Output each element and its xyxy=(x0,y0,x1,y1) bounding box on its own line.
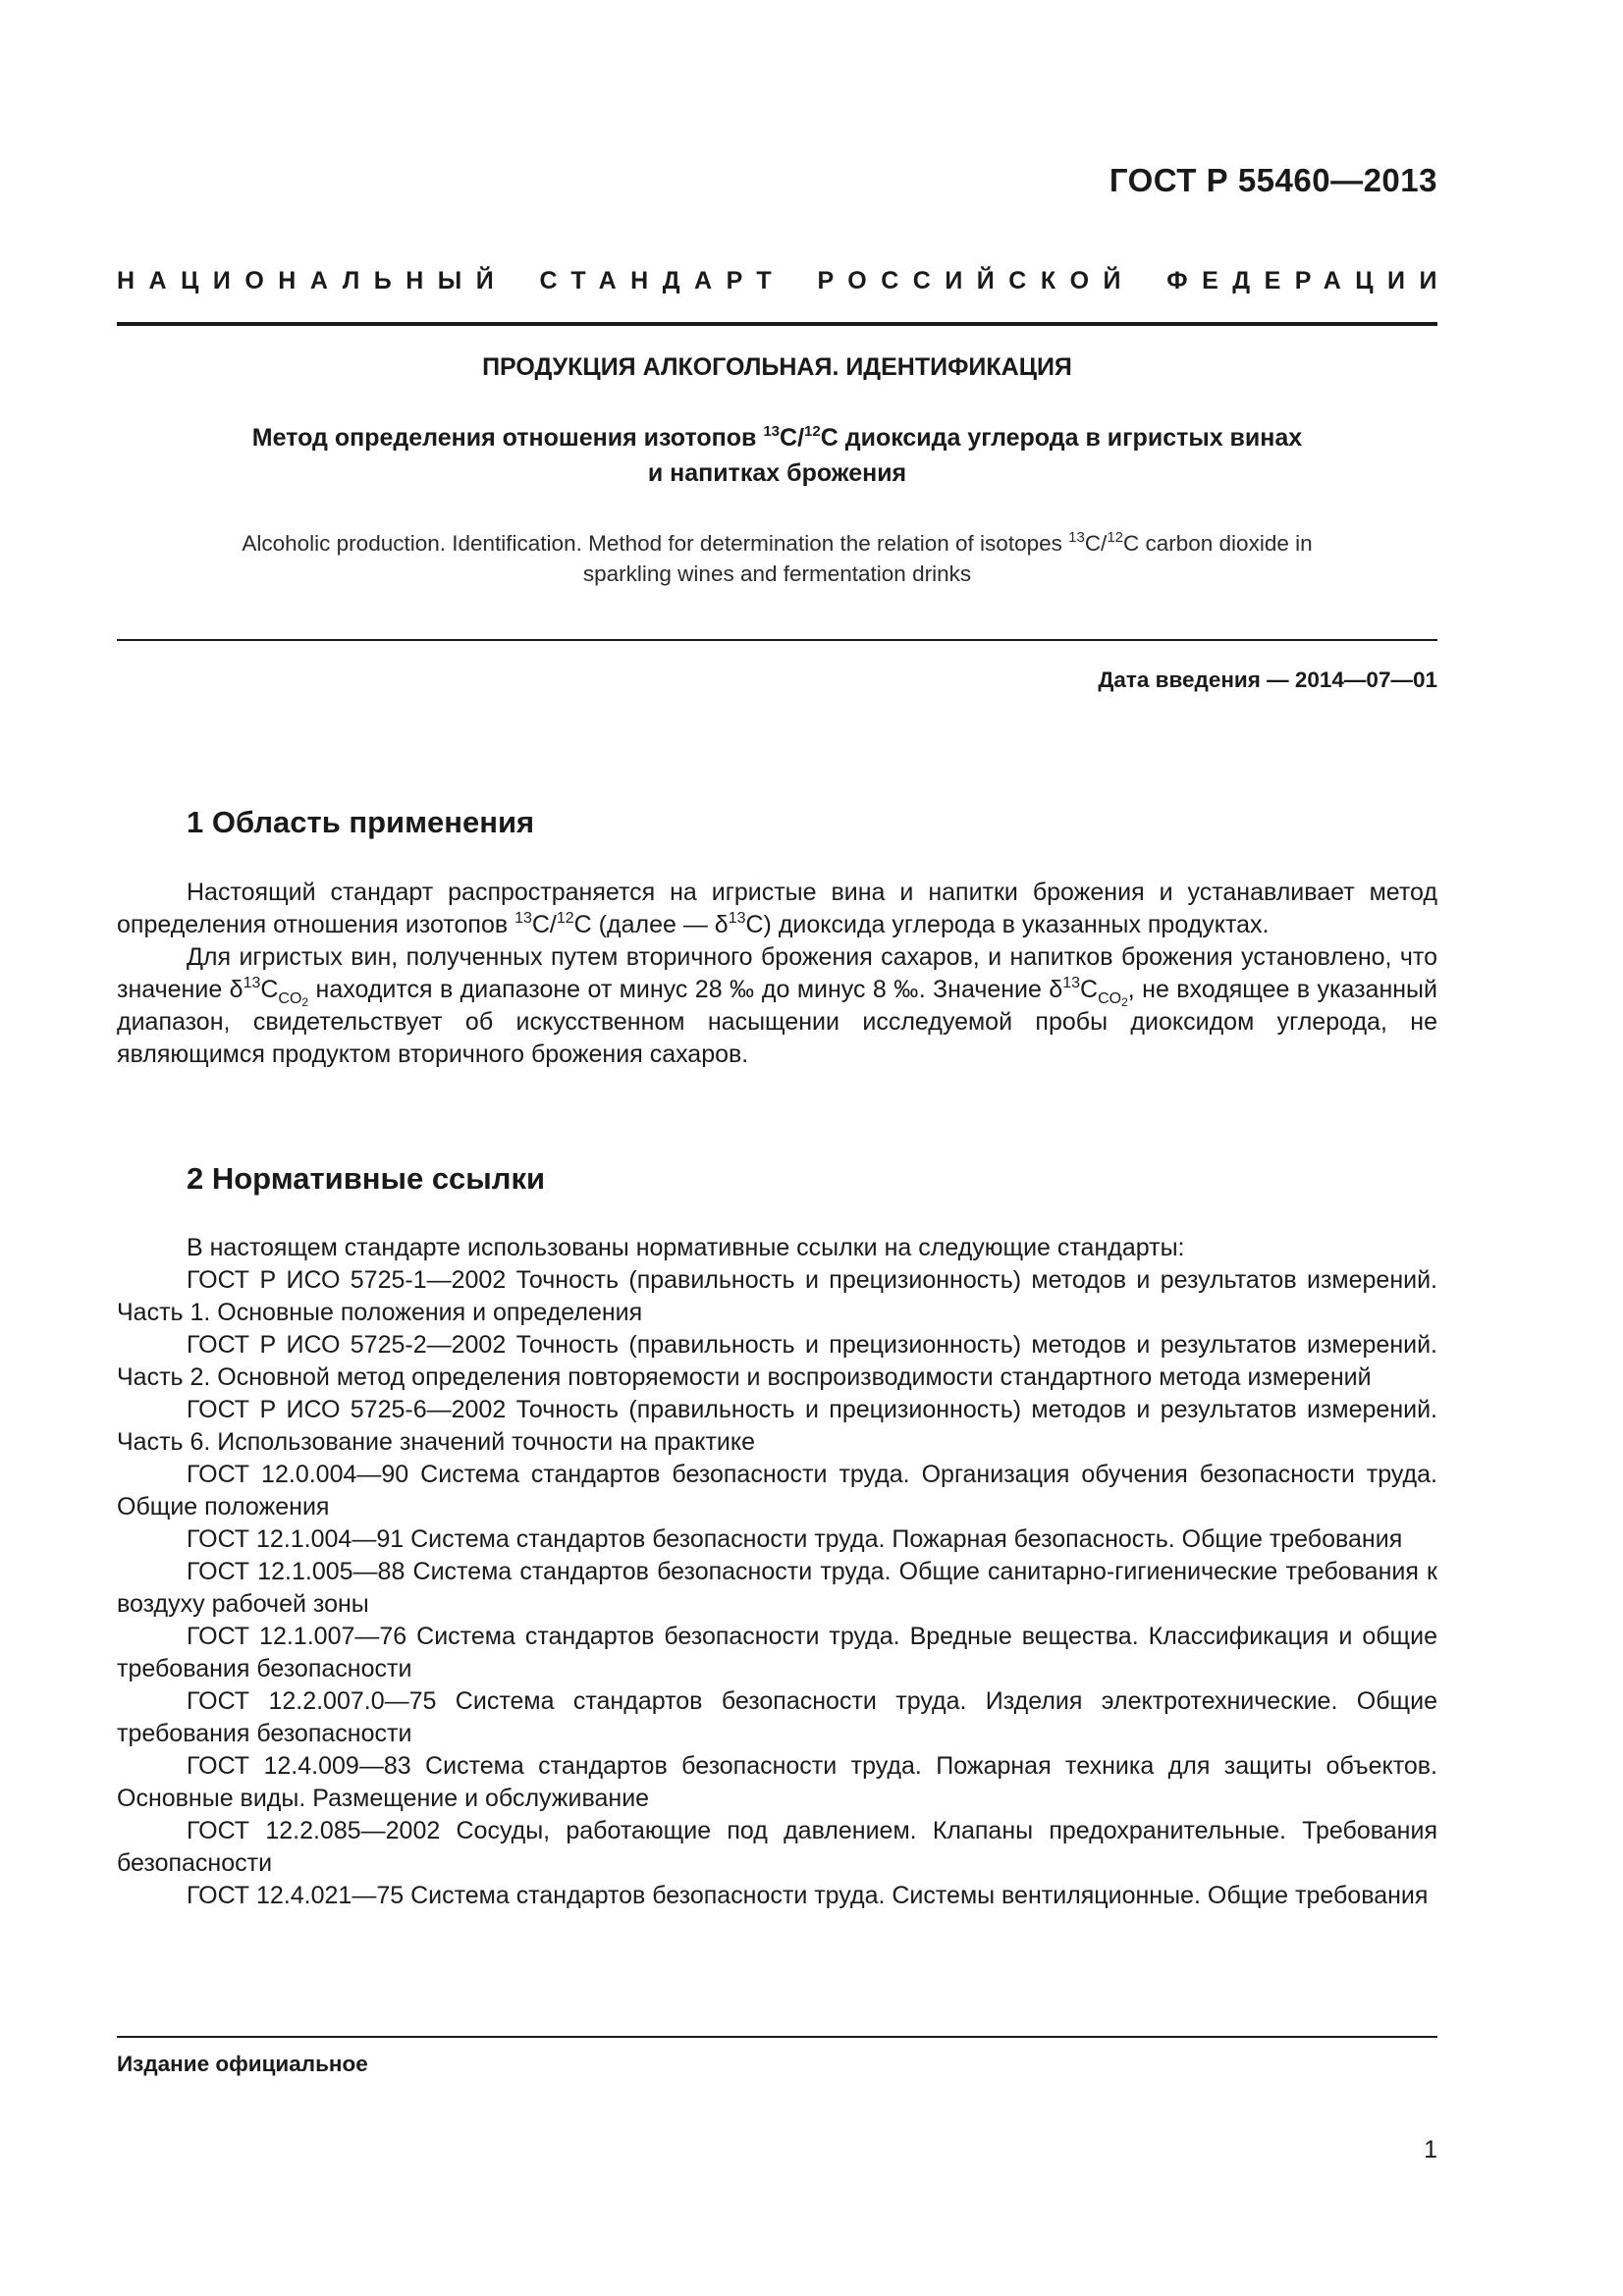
header-divider xyxy=(117,322,1437,326)
english-text: Alcoholic production. Identification. Method for determination the relation of isotopes xyxy=(242,531,1069,556)
official-edition-label: Издание официальное xyxy=(117,2052,368,2076)
text: C (далее — δ xyxy=(573,911,729,938)
english-text: C/ xyxy=(1084,531,1108,556)
footer-divider xyxy=(117,2036,1437,2038)
text: CO xyxy=(278,990,302,1007)
reference-item: ГОСТ Р ИСО 5725-1—2002 Точность (правильность и прецизионность) методов и результатов измерений. Часть 1. Основные положения и определения xyxy=(117,1266,1437,1326)
text: 2 xyxy=(1121,995,1128,1009)
reference-item: ГОСТ Р ИСО 5725-2—2002 Точность (правильность и прецизионность) методов и результатов измерений. Часть 2. Основной метод определения повторяемости и воспроизводимости стандартного метода измерений xyxy=(117,1331,1437,1391)
text: , не входящее в указанный диапазон, свидетельствует об искусственном насыщении исследуемой пробы диоксидом углерода, не являющимся продуктом вторичного брожения сахаров. xyxy=(117,976,1437,1068)
text: C) диоксида углерода в указанных продуктах. xyxy=(745,911,1270,938)
isotope-superscript: 13 xyxy=(1068,529,1085,546)
page-number: 1 xyxy=(1424,2136,1437,2163)
reference-item: ГОСТ 12.1.005—88 Система стандартов безопасности труда. Общие санитарно-гигиенические требования к воздуху рабочей зоны xyxy=(117,1558,1437,1618)
text: C/ xyxy=(531,911,557,938)
title-divider xyxy=(117,639,1437,641)
subscript xyxy=(278,990,308,1007)
paragraph xyxy=(117,877,1437,941)
english-text: C carbon dioxide in xyxy=(1123,531,1313,556)
method-title-line1 xyxy=(117,420,1437,455)
banner-word: ФЕДЕРАЦИИ xyxy=(1166,267,1451,294)
reference-item: В настоящем стандарте использованы нормативные ссылки на следующие стандарты: xyxy=(187,1234,1185,1261)
superscript: 13 xyxy=(514,910,532,927)
english-title-line2: sparkling wines and fermentation drinks xyxy=(582,561,972,586)
national-standard-banner xyxy=(117,267,1451,295)
method-text: C диоксида углерода в игристых винах xyxy=(820,424,1303,452)
isotope-superscript: 13 xyxy=(763,423,781,440)
section-1-body xyxy=(117,877,1437,1071)
references-list xyxy=(117,1232,1437,1912)
intro-date: Дата введения — 2014—07—01 xyxy=(1098,667,1437,692)
banner-word: НАЦИОНАЛЬНЫЙ xyxy=(117,267,509,294)
superscript: 13 xyxy=(728,910,746,927)
reference-item: ГОСТ 12.4.009—83 Система стандартов безопасности труда. Пожарная техника для защиты объектов. Основные виды. Размещение и обслуживание xyxy=(117,1752,1437,1812)
method-title xyxy=(117,420,1437,491)
superscript: 13 xyxy=(243,975,261,991)
method-text: Метод определения отношения изотопов xyxy=(251,424,764,452)
gost-code: ГОСТ Р 55460—2013 xyxy=(1109,162,1437,198)
english-title xyxy=(117,528,1437,589)
isotope-superscript: 12 xyxy=(1107,529,1123,546)
paragraph xyxy=(117,941,1437,1071)
reference-item: ГОСТ 12.4.021—75 Система стандартов безопасности труда. Системы вентиляционные. Общие требования xyxy=(187,1882,1429,1909)
text: Настоящий стандарт распространяется на игристые вина и напитки брожения и устанавливает метод определения отношения изотопов xyxy=(117,879,1437,938)
reference-item: ГОСТ Р ИСО 5725-6—2002 Точность (правильность и прецизионность) методов и результатов измерений. Часть 6. Использование значений точности на практике xyxy=(117,1396,1437,1456)
text: 2 xyxy=(301,995,309,1009)
reference-item: ГОСТ 12.2.085—2002 Сосуды, работающие под давлением. Клапаны предохранительные. Требования безопасности xyxy=(117,1817,1437,1877)
text: находится в диапазоне от минус 28 ‰ до минус 8 ‰. Значение δ xyxy=(308,976,1063,1003)
reference-item: ГОСТ 12.1.004—91 Система стандартов безопасности труда. Пожарная безопасность. Общие требования xyxy=(187,1525,1403,1553)
text: C xyxy=(1080,976,1099,1003)
banner-word: РОССИЙСКОЙ xyxy=(817,267,1136,294)
banner-word: СТАНДАРТ xyxy=(539,267,786,294)
section-2-heading: 2 Нормативные ссылки xyxy=(187,1161,546,1196)
reference-item: ГОСТ 12.0.004—90 Система стандартов безопасности труда. Организация обучения безопасности труда. Общие положения xyxy=(117,1461,1437,1521)
product-title: ПРОДУКЦИЯ АЛКОГОЛЬНАЯ. ИДЕНТИФИКАЦИЯ xyxy=(482,353,1072,381)
reference-item: ГОСТ 12.1.007—76 Система стандартов безопасности труда. Вредные вещества. Классификация и общие требования безопасности xyxy=(117,1623,1437,1682)
text: CO xyxy=(1098,990,1122,1007)
method-title-line2: и напитках брожения xyxy=(647,459,907,487)
section-1-heading: 1 Область применения xyxy=(187,805,535,839)
english-title-line1 xyxy=(117,528,1437,559)
reference-item: ГОСТ 12.2.007.0—75 Система стандартов безопасности труда. Изделия электротехнические. Общие требования безопасности xyxy=(117,1687,1437,1747)
subscript xyxy=(1098,990,1128,1007)
method-text: C/ xyxy=(780,424,805,452)
text: C xyxy=(260,976,279,1003)
superscript: 13 xyxy=(1062,975,1081,991)
isotope-superscript: 12 xyxy=(804,423,821,440)
superscript: 12 xyxy=(556,910,574,927)
text: Для игристых вин, полученных путем вторичного брожения сахаров, и напитков брожения установлено, что значение δ xyxy=(117,943,1437,1003)
